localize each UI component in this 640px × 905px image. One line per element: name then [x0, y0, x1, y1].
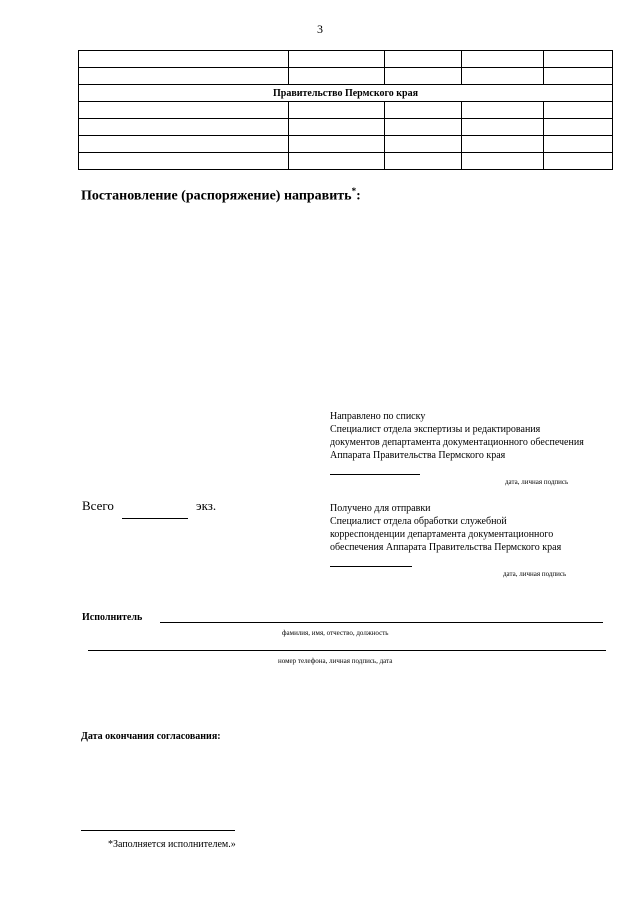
executor-name-line[interactable] — [160, 622, 603, 623]
received-line-4: обеспечения Аппарата Правительства Пермского края — [330, 542, 562, 553]
executor-label: Исполнитель — [82, 612, 143, 623]
copies-unit: экз. — [196, 498, 217, 513]
approval-end-label: Дата окончания согласования: — [81, 731, 221, 742]
received-line-1: Получено для отправки — [330, 503, 431, 514]
received-line-3: корреспонденции департамента документационного — [330, 529, 554, 540]
approval-table — [78, 50, 613, 170]
table-row — [79, 136, 613, 153]
sent-line-3: документов департамента документационного обеспечения — [330, 437, 584, 448]
page-number: 3 — [317, 22, 323, 36]
table-row — [79, 153, 613, 170]
distribution-heading: Постановление (распоряжение) направить*: — [81, 186, 361, 204]
executor-caption-phone: номер телефона, личная подпись, дата — [278, 657, 393, 665]
table-row — [79, 102, 613, 119]
table-row — [79, 51, 613, 68]
heading-text: Постановление (распоряжение) направить — [81, 188, 352, 204]
sent-line-4: Аппарата Правительства Пермского края — [330, 450, 506, 461]
sent-signature-line[interactable] — [330, 474, 420, 475]
table-row — [79, 119, 613, 136]
sent-block — [330, 410, 620, 462]
received-line-2: Специалист отдела обработки служебной — [330, 516, 507, 527]
table-row — [79, 68, 613, 85]
received-block — [330, 502, 620, 554]
received-caption: дата, личная подпись — [503, 570, 567, 578]
executor-phone-line[interactable] — [88, 650, 606, 651]
heading-footnote-mark: * — [351, 186, 357, 196]
sent-caption: дата, личная подпись — [505, 478, 569, 486]
footnote-divider — [81, 830, 235, 831]
footnote-text: *Заполняется исполнителем.» — [108, 839, 236, 850]
copies-count-line[interactable] — [122, 518, 188, 519]
copies-label: Всего — [82, 498, 114, 513]
sent-line-2: Специалист отдела экспертизы и редактирования — [330, 424, 541, 435]
table-row-government — [79, 85, 613, 102]
received-signature-line[interactable] — [330, 566, 412, 567]
executor-caption-name: фамилия, имя, отчество, должность — [282, 629, 389, 637]
sent-line-1: Направлено по списку — [330, 411, 426, 422]
government-label: Правительство Пермского края — [79, 85, 613, 102]
